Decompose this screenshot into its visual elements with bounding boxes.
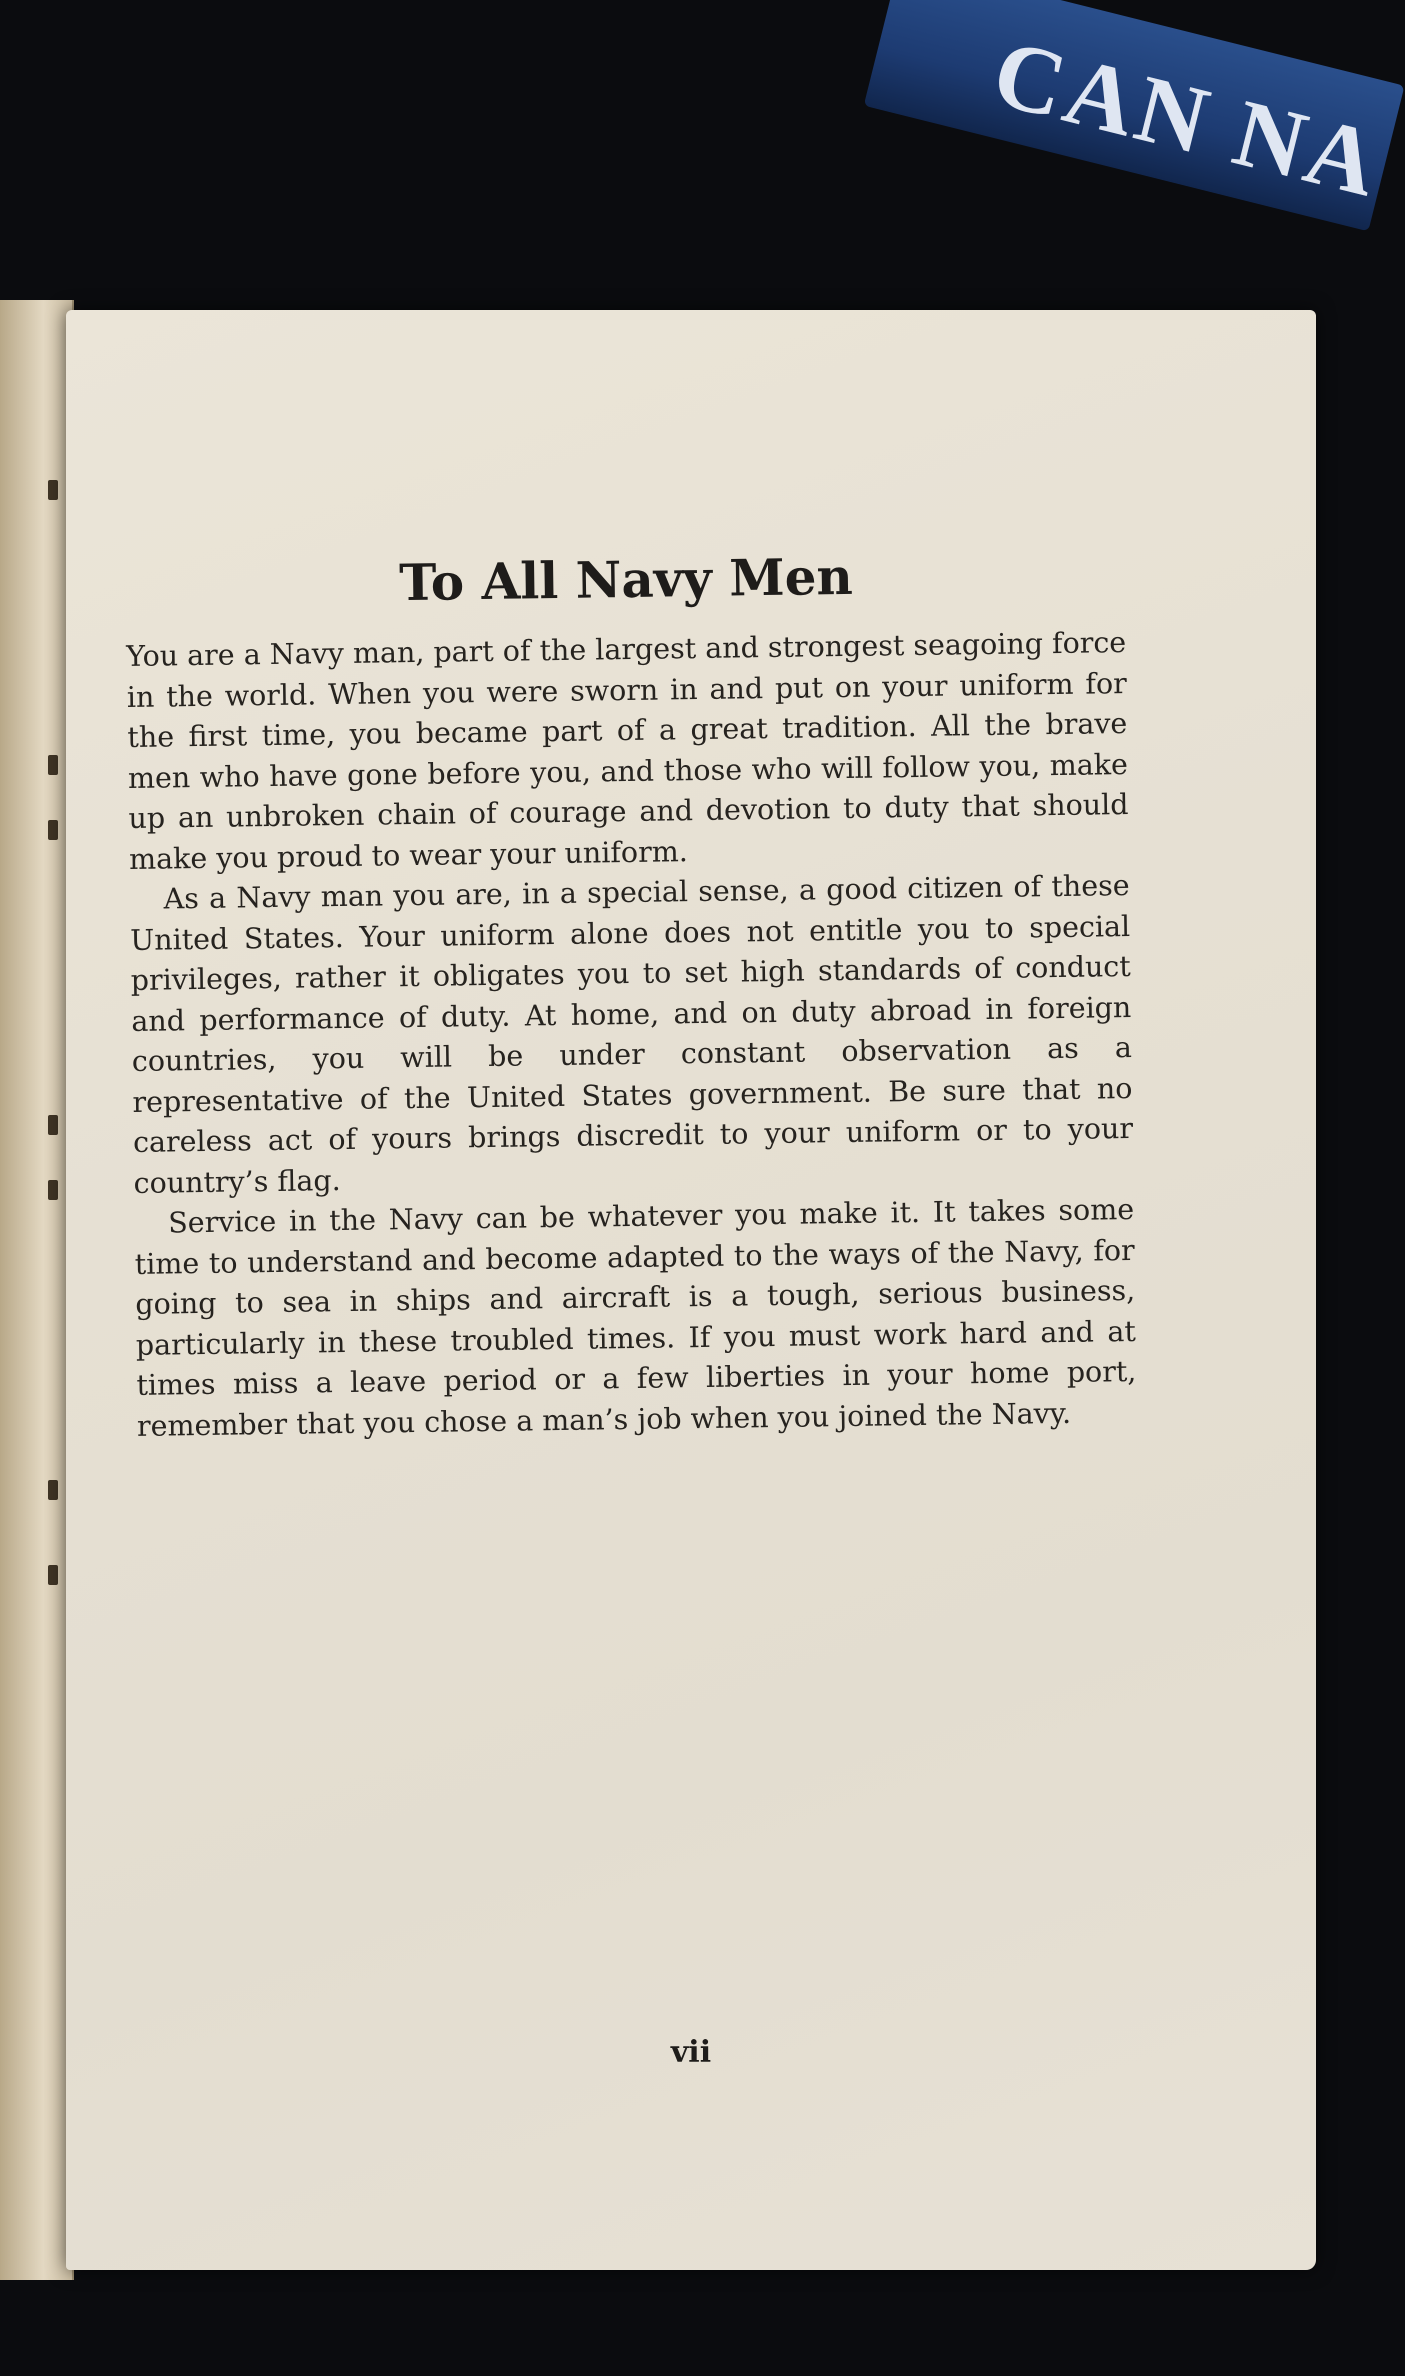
binding-thread <box>48 1480 58 1500</box>
paragraph-3: Service in the Navy can be whatever you make it. It takes some time to understand and become adapted to the ways of the Navy, for going to sea in ships and aircraft is a tough, serious business, particularly in these troubled times. If you must work hard and at times miss a leave period or a few liberties in your home port, remember that you chose a man’s job when you joined the Navy. <box>134 1192 1137 1443</box>
page-body <box>126 623 1137 1447</box>
page-content <box>126 546 1137 1447</box>
binding-thread <box>48 1180 58 1200</box>
paragraph-1: You are a Navy man, part of the largest and strongest seagoing force in the world. When you were sworn in and put on your uniform for the first time, you became part of a great tradition. All the brave men who have gone before you, and those who will follow you, make up an unbroken chain of courage and devotion to duty that should make you proud to wear your uniform. <box>126 626 1129 876</box>
book-binding-edge <box>0 300 74 2280</box>
book-cover <box>864 0 1405 231</box>
page-number: vii <box>670 2035 712 2070</box>
paragraph-2: As a Navy man you are, in a special sense, a good citizen of these United States. Your uniform alone does not entitle you to special privileges, rather it obligates you to set high standards of conduct and performance of duty. At home, and on duty abroad in foreign countries, you will be under constant observation as a representative of the United States government. Be sure that no careless act of yours brings discredit to your uniform or to your country’s flag. <box>130 869 1134 1200</box>
cover-title-text: CAN NA <box>983 18 1393 218</box>
binding-thread <box>48 480 58 500</box>
binding-thread <box>48 1565 58 1585</box>
page-title: To All Navy Men <box>398 546 854 613</box>
binding-thread <box>48 1115 58 1135</box>
book-page <box>66 310 1316 2270</box>
binding-thread <box>48 820 58 840</box>
binding-thread <box>48 755 58 775</box>
